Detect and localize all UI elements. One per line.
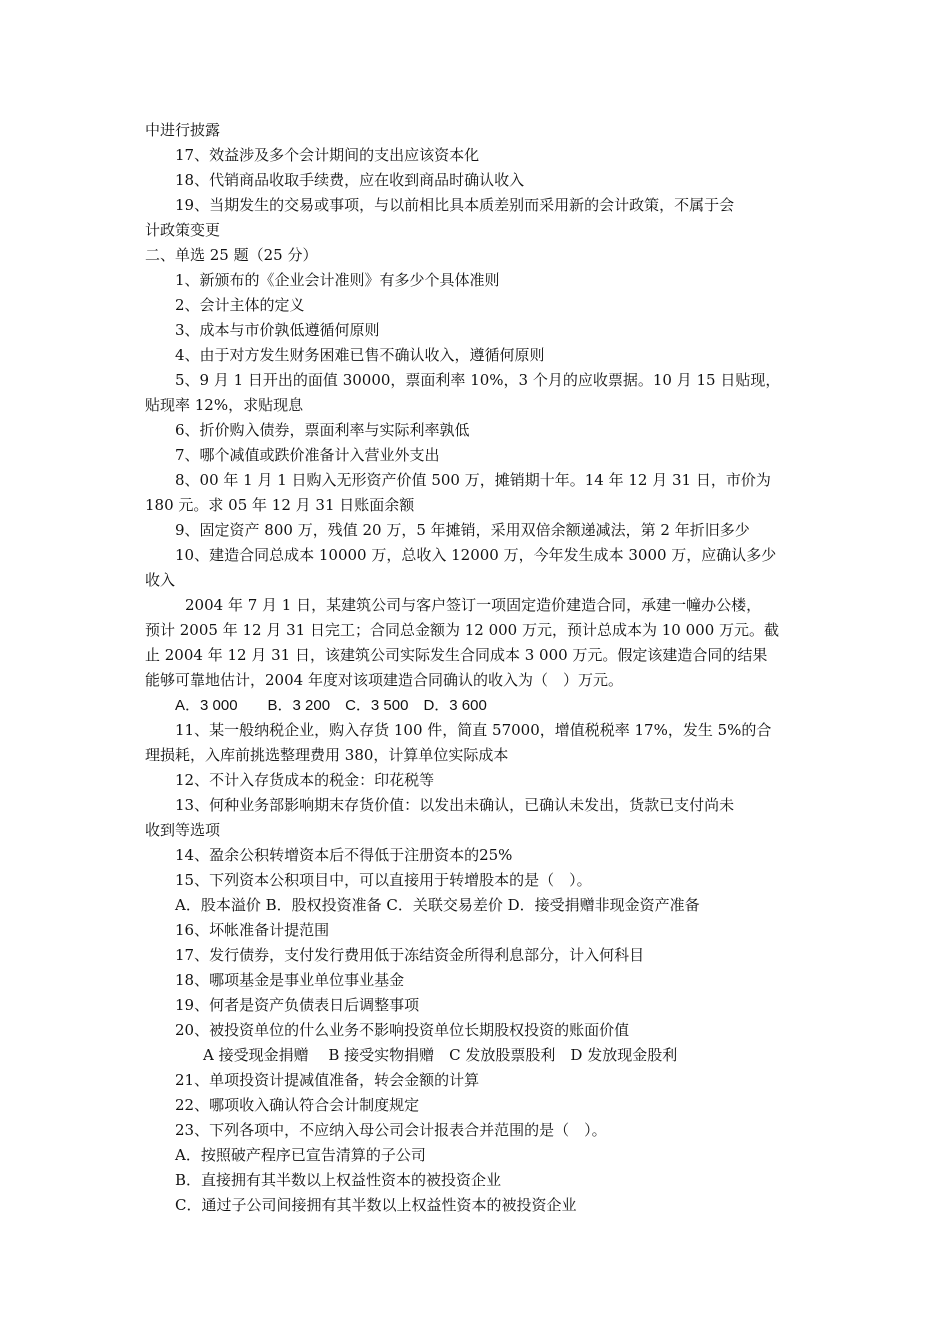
text-line: 19、当期发生的交易或事项，与以前相比具本质差别而采用新的会计政策，不属于会 bbox=[175, 196, 735, 214]
text-line: 3、成本与市价孰低遵循何原则 bbox=[175, 321, 380, 339]
answer-options: A 接受现金捐赠 B 接受实物捐赠 C 发放股票股利 D 发放现金股利 bbox=[203, 1046, 678, 1064]
text-line: 收到等选项 bbox=[145, 821, 221, 839]
answer-option: A．按照破产程序已宣告清算的子公司 bbox=[175, 1146, 426, 1164]
text-line: 18、哪项基金是事业单位事业基金 bbox=[175, 971, 405, 989]
text-line: 18、代销商品收取手续费，应在收到商品时确认收入 bbox=[175, 171, 525, 189]
section-heading: 二、单选 25 题（25 分） bbox=[145, 246, 318, 264]
text-line: 5、9 月 1 日开出的面值 30000，票面利率 10%，3 个月的应收票据。10 月 15 日贴现， bbox=[175, 371, 781, 389]
text-line: 21、单项投资计提减值准备，转会金额的计算 bbox=[175, 1071, 480, 1089]
answer-options: A．股本溢价 B．股权投资准备 C．关联交易差价 D．接受捐赠非现金资产准备 bbox=[175, 896, 700, 914]
text-line: 计政策变更 bbox=[145, 221, 221, 239]
text-line: 7、哪个减值或跌价准备计入营业外支出 bbox=[175, 446, 440, 464]
text-line: 17、效益涉及多个会计期间的支出应该资本化 bbox=[175, 146, 480, 164]
text-line: 贴现率 12%，求贴现息 bbox=[145, 396, 304, 414]
text-line: 14、盈余公积转增资本后不得低于注册资本的25% bbox=[175, 846, 513, 864]
text-line: 20、被投资单位的什么业务不影响投资单位长期股权投资的账面价值 bbox=[175, 1021, 630, 1039]
text-line: 预计 2005 年 12 月 31 日完工；合同总金额为 12 000 万元，预计总成本为 10 000 万元。截 bbox=[145, 621, 780, 639]
text-line: 180 元。求 05 年 12 月 31 日账面余额 bbox=[145, 496, 415, 514]
text-line: 止 2004 年 12 月 31 日，该建筑公司实际发生合同成本 3 000 万元。假定该建造合同的结果 bbox=[145, 646, 768, 664]
answer-options: A．3 000 B．3 200 C．3 500 D．3 600 bbox=[175, 697, 487, 714]
text-line: 23、下列各项中，不应纳入母公司会计报表合并范围的是（ ）。 bbox=[175, 1121, 607, 1139]
text-line: 16、坏帐准备计提范围 bbox=[175, 921, 330, 939]
text-line: 1、新颁布的《企业会计准则》有多少个具体准则 bbox=[175, 271, 500, 289]
text-line: 2004 年 7 月 1 日，某建筑公司与客户签订一项固定造价建造合同，承建一幢办公楼， bbox=[185, 596, 762, 614]
text-line: 4、由于对方发生财务困难已售不确认收入，遵循何原则 bbox=[175, 346, 545, 364]
text-line: 12、不计入存货成本的税金：印花税等 bbox=[175, 771, 435, 789]
text-line: 9、固定资产 800 万，残值 20 万，5 年摊销，采用双倍余额递减法，第 2 年折旧多少 bbox=[175, 521, 750, 539]
text-line: 8、00 年 1 月 1 日购入无形资产价值 500 万，摊销期十年。14 年 12 月 31 日，市价为 bbox=[175, 471, 771, 489]
text-line: 中进行披露 bbox=[145, 121, 221, 139]
document-body bbox=[145, 118, 810, 1218]
text-line: 收入 bbox=[145, 571, 176, 589]
text-line: 17、发行债券，支付发行费用低于冻结资金所得利息部分，计入何科目 bbox=[175, 946, 645, 964]
text-line: 理损耗，入库前挑选整理费用 380，计算单位实际成本 bbox=[145, 746, 509, 764]
text-line: 能够可靠地估计，2004 年度对该项建造合同确认的收入为（ ）万元。 bbox=[145, 671, 623, 689]
text-line: 15、下列资本公积项目中，可以直接用于转增股本的是（ ）。 bbox=[175, 871, 592, 889]
text-line: 11、某一般纳税企业，购入存货 100 件，简直 57000，增值税税率 17%，发生 5%的合 bbox=[175, 721, 772, 739]
text-line: 19、何者是资产负债表日后调整事项 bbox=[175, 996, 420, 1014]
text-line: 22、哪项收入确认符合会计制度规定 bbox=[175, 1096, 420, 1114]
answer-option: C．通过子公司间接拥有其半数以上权益性资本的被投资企业 bbox=[175, 1196, 577, 1214]
text-line: 13、何种业务部影响期末存货价值：以发出未确认，已确认未发出，货款已支付尚未 bbox=[175, 796, 735, 814]
text-line: 10、建造合同总成本 10000 万，总收入 12000 万，今年发生成本 3000 万，应确认多少 bbox=[175, 546, 777, 564]
answer-option: B．直接拥有其半数以上权益性资本的被投资企业 bbox=[175, 1171, 502, 1189]
text-line: 6、折价购入债券，票面利率与实际利率孰低 bbox=[175, 421, 470, 439]
text-line: 2、会计主体的定义 bbox=[175, 296, 305, 314]
